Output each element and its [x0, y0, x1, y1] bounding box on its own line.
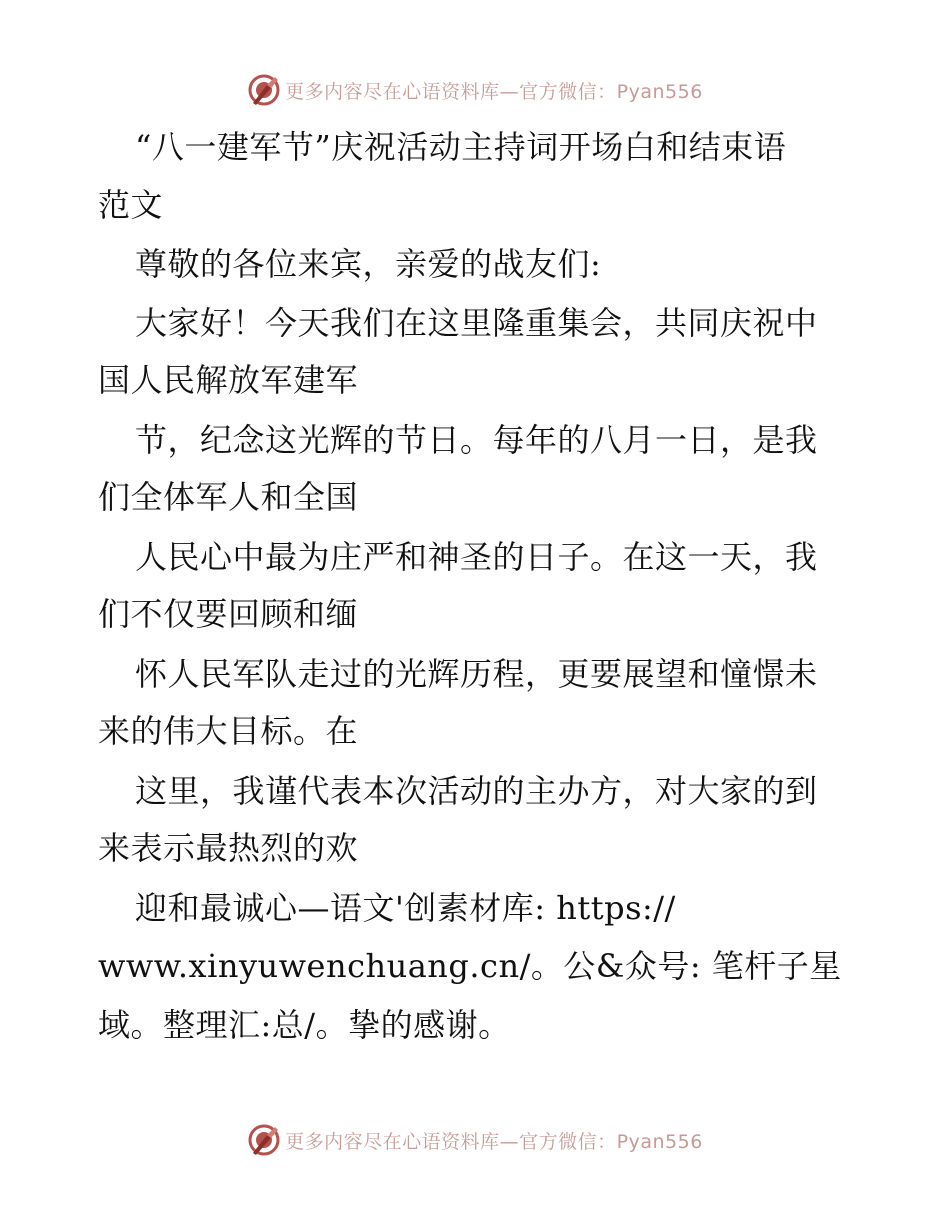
pen-logo-icon — [247, 73, 281, 107]
paragraph-line: 这里，我谨代表本次活动的主办方，对大家的到 — [135, 772, 818, 810]
pen-logo-icon — [247, 1123, 281, 1157]
paragraph-line: 们不仅要回顾和缅 — [98, 595, 359, 633]
header-watermark-text: 更多内容尽在心语资料库—官方微信：Pyan556 — [285, 80, 703, 103]
header-watermark-banner — [0, 70, 950, 110]
salutation-line: 尊敬的各位来宾，亲爱的战友们: — [135, 245, 602, 283]
footer-watermark-banner — [0, 1120, 950, 1160]
paragraph-line: 节，纪念这光辉的节日。每年的八月一日，是我 — [135, 421, 818, 459]
paragraph-line: 迎和最诚心—语文'创素材库: https:// — [135, 889, 676, 927]
paragraph-line: 怀人民军队走过的光辉历程，更要展望和憧憬未 — [135, 655, 818, 693]
doc-title-line-2: 范文 — [98, 186, 164, 224]
paragraph-line: 们全体军人和全国 — [98, 478, 359, 516]
footer-watermark-text: 更多内容尽在心语资料库—官方微信：Pyan556 — [285, 1130, 703, 1153]
paragraph-line: 来的伟大目标。在 — [98, 712, 359, 750]
paragraph-line: 大家好！今天我们在这里隆重集会，共同庆祝中 — [135, 304, 818, 342]
paragraph-line: 国人民解放军建军 — [98, 361, 359, 399]
doc-title-line-1: “八一建军节”庆祝活动主持词开场白和结束语 — [135, 128, 787, 166]
paragraph-line: 来表示最热烈的欢 — [98, 829, 359, 867]
paragraph-line: 域。整理汇:总/。挚的感谢。 — [98, 1006, 511, 1044]
paragraph-line: 人民心中最为庄严和神圣的日子。在这一天，我 — [135, 538, 818, 576]
paragraph-line-url: www.xinyuwenchuang.cn/。公&众号: 笔杆子星 — [98, 947, 842, 985]
